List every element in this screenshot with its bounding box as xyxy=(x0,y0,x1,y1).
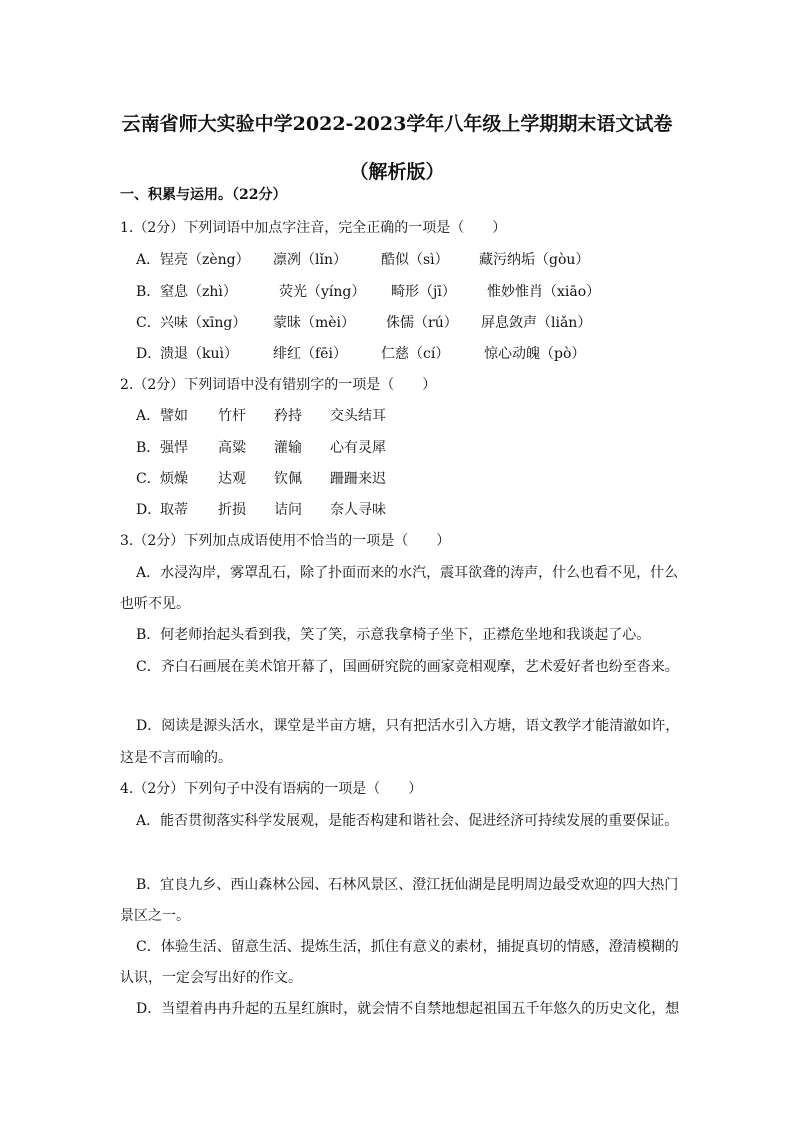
q1-option-d xyxy=(136,343,586,363)
option-item: 竹杆 xyxy=(218,408,246,424)
option-item: 凛冽（lǐn） xyxy=(273,252,347,268)
option-item: 藏污纳垢（gòu） xyxy=(479,252,590,268)
option-item: 酷似（sì） xyxy=(381,252,449,268)
option-item: 兴味（xīng） xyxy=(160,315,247,331)
q2-option-c xyxy=(136,468,386,488)
q3-option-d: D．阅读是源头活水，课堂是半亩方塘，只有把活水引入方塘，语文教学才能清澈如许， xyxy=(136,718,680,734)
option-item: 跚跚来迟 xyxy=(330,471,386,487)
option-item: 惊心动魄（pò） xyxy=(484,346,586,362)
option-item: 仁慈（cí） xyxy=(381,346,450,362)
option-label: A． xyxy=(136,408,161,424)
q1-option-b xyxy=(136,281,601,301)
option-item: 钦佩 xyxy=(274,471,302,487)
option-item: 心有灵犀 xyxy=(330,440,386,456)
q3-option-a-cont: 也听不见。 xyxy=(120,596,190,612)
option-item: 烦燥 xyxy=(160,471,188,487)
title-line-1: 云南省师大实验中学2022-2023学年八年级上学期期末语文试卷 xyxy=(121,113,673,135)
q3-option-d-cont: 这是不言而喻的。 xyxy=(120,750,232,766)
q4-option-c: C．体验生活、留意生活、提炼生活，抓住有意义的素材，捕捉真切的情感，澄清模糊的 xyxy=(136,939,679,955)
option-item: 取蒂 xyxy=(160,502,188,518)
option-label: C． xyxy=(136,471,161,487)
option-label: D． xyxy=(136,502,162,518)
option-item: 折损 xyxy=(218,502,246,518)
q4-option-d: D．当望着冉冉升起的五星红旗时，就会情不自禁地想起祖国五千年悠久的历史文化，想 xyxy=(136,1001,680,1017)
q3-option-a: A．水浸沟岸，雾罩乱石，除了扑面而来的水汽，震耳欲聋的涛声，什么也看不见，什么 xyxy=(136,565,679,581)
option-item: 荧光（yíng） xyxy=(279,284,366,300)
q3-option-c: C．齐白石画展在美术馆开幕了，国画研究院的画家竞相观摩，艺术爱好者也纷至沓来。 xyxy=(136,659,679,675)
option-item: 窒息（zhì） xyxy=(160,284,237,300)
option-item: 譬如 xyxy=(160,408,188,424)
option-item: 绯红（fēi） xyxy=(273,346,347,362)
option-item: 强悍 xyxy=(160,440,188,456)
q2-option-d xyxy=(136,499,386,519)
question-4-stem: 4.（2分）下列句子中没有语病的一项是（ ） xyxy=(120,781,423,797)
q3-option-b: B．何老师抬起头看到我，笑了笑，示意我拿椅子坐下，正襟危坐地和我谈起了心。 xyxy=(136,627,651,643)
option-item: 达观 xyxy=(218,471,246,487)
title-line-2: （解析版） xyxy=(349,161,445,183)
option-item: 惟妙惟肖（xiāo） xyxy=(487,284,601,300)
option-label: C． xyxy=(136,315,161,331)
question-3-stem: 3.（2分）下列加点成语使用不恰当的一项是（ ） xyxy=(120,533,451,549)
option-item: 蒙昧（mèi） xyxy=(273,315,356,331)
q2-option-a xyxy=(136,405,386,425)
option-item: 畸形（jī） xyxy=(391,284,456,300)
option-label: A． xyxy=(136,252,161,268)
option-item: 侏儒（rú） xyxy=(386,315,458,331)
option-label: B． xyxy=(136,284,161,300)
q4-option-b-cont: 景区之一。 xyxy=(120,908,190,924)
option-item: 诘问 xyxy=(274,502,302,518)
option-label: B． xyxy=(136,440,161,456)
option-label: D． xyxy=(136,346,162,362)
exam-title xyxy=(60,100,734,196)
q4-option-a: A．能否贯彻落实科学发展观，是能否构建和谐社会、促进经济可持续发展的重要保证。 xyxy=(136,813,679,829)
option-item: 溃退（kuì） xyxy=(160,346,238,362)
question-2-stem: 2.（2分）下列词语中没有错别字的一项是（ ） xyxy=(120,377,437,393)
option-item: 锃亮（zèng） xyxy=(160,252,250,268)
q1-option-c xyxy=(136,312,592,332)
q1-option-a xyxy=(136,249,590,269)
option-item: 交头结耳 xyxy=(330,408,386,424)
option-item: 灌输 xyxy=(274,440,302,456)
q4-option-b: B．宜良九乡、西山森林公园、石林风景区、澄江抚仙湖是昆明周边最受欢迎的四大热门 xyxy=(136,877,679,893)
q2-option-b xyxy=(136,437,386,457)
section-heading: 一、积累与运用。（22分） xyxy=(120,187,287,203)
option-item: 奈人寻味 xyxy=(330,502,386,518)
question-1-stem: 1.（2分）下列词语中加点字注音，完全正确的一项是（ ） xyxy=(120,220,507,236)
option-item: 屏息敛声（liǎn） xyxy=(481,315,592,331)
option-item: 高粱 xyxy=(218,440,246,456)
option-item: 矜持 xyxy=(274,408,302,424)
q4-option-c-cont: 认识，一定会写出好的作文。 xyxy=(120,970,302,986)
